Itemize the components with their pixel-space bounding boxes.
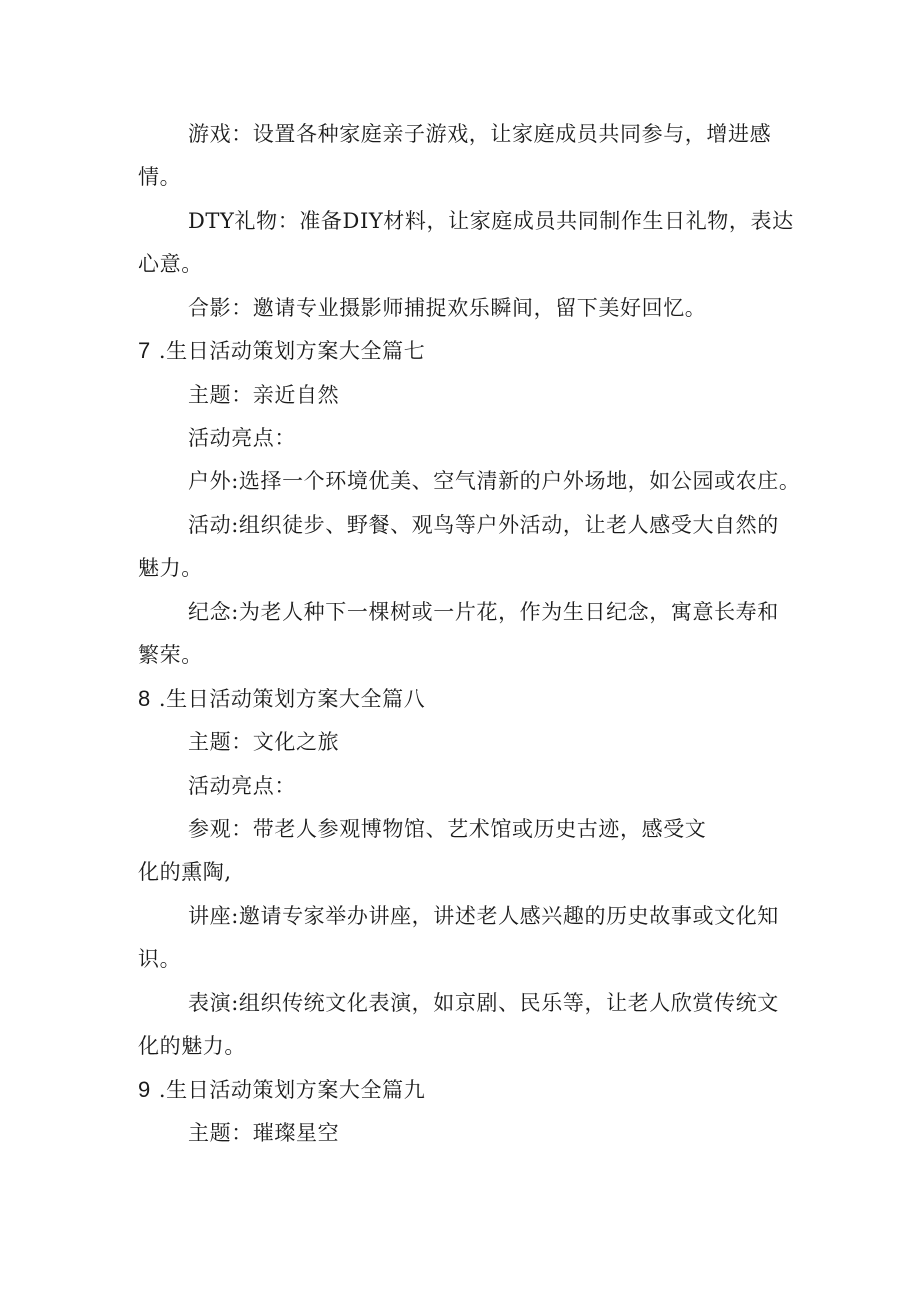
paragraph-performance: 表演:组织传统文化表演，如京剧、民乐等，让老人欣赏传统文 bbox=[188, 991, 779, 1015]
paragraph-visit-cont: 化的熏陶, bbox=[138, 860, 232, 884]
section-title: .生日活动策划方案大全篇八 bbox=[158, 687, 426, 711]
section-title: .生日活动策划方案大全篇七 bbox=[158, 339, 426, 363]
paragraph-memorial: 纪念:为老人种下一棵树或一片花，作为生日纪念，寓意长寿和 bbox=[188, 600, 779, 624]
section-heading-8 bbox=[138, 684, 788, 714]
paragraph-lecture: 讲座:邀请专家举办讲座，讲述老人感兴趣的历史故事或文化知 bbox=[188, 904, 779, 928]
section-title: .生日活动策划方案大全篇九 bbox=[158, 1078, 426, 1102]
paragraph-activity-cont: 魅力。 bbox=[138, 556, 203, 580]
section-number: 8 bbox=[138, 686, 151, 711]
paragraph-games: 游戏：设置各种家庭亲子游戏，让家庭成员共同参与，增进感 bbox=[188, 122, 772, 146]
paragraph-lecture-cont: 识。 bbox=[138, 947, 182, 971]
section-heading-9 bbox=[138, 1075, 788, 1105]
section-number: 7 bbox=[138, 338, 151, 363]
paragraph-outdoor: 户外:选择一个环境优美、空气清新的户外场地，如公园或农庄。 bbox=[188, 469, 801, 493]
paragraph-diy-gift: DTY礼物：准备DIY材料，让家庭成员共同制作生日礼物，表达 bbox=[188, 209, 794, 233]
theme-line: 主题：璀璨星空 bbox=[188, 1121, 340, 1145]
paragraph-photo: 合影：邀请专业摄影师捕捉欢乐瞬间，留下美好回忆。 bbox=[188, 296, 707, 320]
paragraph-diy-gift-cont: 心意。 bbox=[138, 252, 203, 276]
theme-line: 主题：文化之旅 bbox=[188, 730, 340, 754]
paragraph-performance-cont: 化的魅力。 bbox=[138, 1034, 246, 1058]
highlights-label: 活动亮点： bbox=[188, 426, 296, 450]
section-heading-7 bbox=[138, 336, 788, 366]
paragraph-memorial-cont: 繁荣。 bbox=[138, 643, 203, 667]
highlights-label: 活动亮点： bbox=[188, 774, 296, 798]
theme-line: 主题：亲近自然 bbox=[188, 383, 340, 407]
paragraph-games-cont: 情。 bbox=[138, 165, 182, 189]
section-number: 9 bbox=[138, 1077, 151, 1102]
paragraph-activity: 活动:组织徒步、野餐、观鸟等户外活动，让老人感受大自然的 bbox=[188, 513, 779, 537]
paragraph-visit: 参观：带老人参观博物馆、艺术馆或历史古迹，感受文 bbox=[188, 817, 707, 841]
